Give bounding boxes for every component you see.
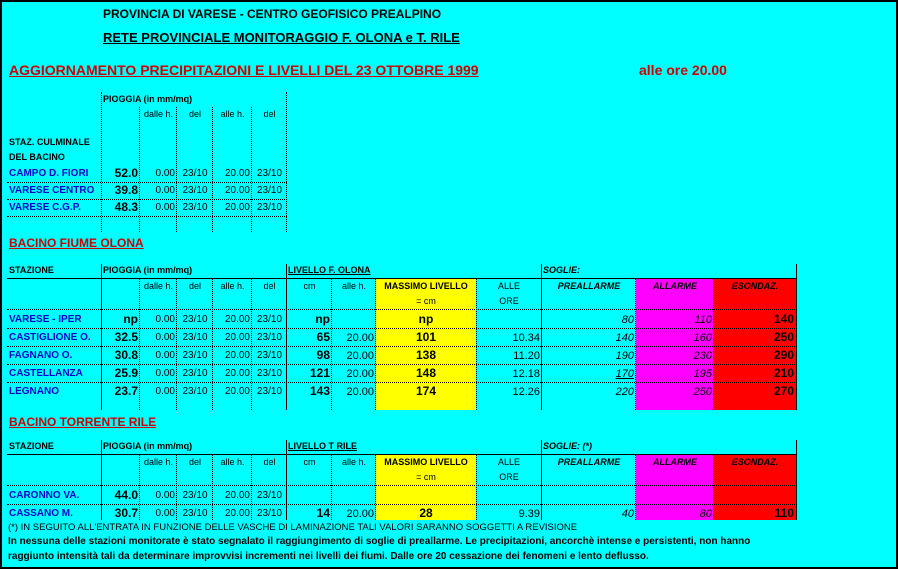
spreadsheet-sheet xyxy=(2,2,896,567)
col-del2: del xyxy=(263,281,276,291)
rile-cell-mm: 30.7 xyxy=(114,506,138,520)
grid-line xyxy=(101,440,102,520)
grid-line xyxy=(176,278,177,410)
rain-to-date: 23/10 xyxy=(256,202,283,213)
col-esondaz: ESONDAZ. xyxy=(731,457,779,467)
summary-line1: In nessuna delle stazioni monitorate è stato segnalato il raggiungimento di soglie di preallarme. Le precipitazioni, ancorchè intense e persistenti, non hanno xyxy=(8,536,751,547)
col-alle: alle h. xyxy=(220,281,245,291)
rile-cell-alle: 20.00 xyxy=(224,508,250,519)
rain-to: 20.00 xyxy=(224,168,250,179)
rain-to: 20.00 xyxy=(224,202,250,213)
grid-line xyxy=(212,107,213,232)
olona-cell-all: 250 xyxy=(693,386,712,398)
rile-cell-dalle: 0.00 xyxy=(155,490,175,501)
section-rile-title: BACINO TORRENTE RILE xyxy=(9,415,157,429)
report-time: alle ore 20.00 xyxy=(639,62,727,78)
olona-cell-ore: 10.34 xyxy=(512,332,540,344)
summary-line2: raggiunto intensità tali da determinare improvvisi incrementi nei livelli dei fiumi. Dalle ore 20 cessazione dei fenomeni e lento deflusso. xyxy=(8,551,649,562)
olona-cell-alle_h: 20.00 xyxy=(346,386,374,398)
rile-cell-pre: 40 xyxy=(621,508,634,520)
grid-line xyxy=(7,182,287,183)
rain-to: 20.00 xyxy=(224,185,250,196)
grid-line xyxy=(286,264,287,410)
grid-line xyxy=(286,92,287,232)
grid-line xyxy=(375,278,376,410)
grid-line xyxy=(251,454,252,520)
grid-line xyxy=(7,346,797,347)
rain-from: 0.00 xyxy=(155,185,175,196)
pioggia-header: PIOGGIA (in mm/mq) xyxy=(103,94,193,104)
olona-cell-ore: 12.18 xyxy=(512,368,540,380)
grid-line xyxy=(7,382,797,383)
rile-cell-del1: 23/10 xyxy=(182,490,208,501)
grid-line xyxy=(176,454,177,520)
olona-cell-ore: 12.26 xyxy=(512,386,540,398)
col-alle-ore2: ORE xyxy=(499,296,519,306)
rain-mm: 52.0 xyxy=(114,166,138,180)
olona-cell-cm: np xyxy=(315,312,330,326)
olona-cell-del2: 23/10 xyxy=(256,314,283,325)
grid-line xyxy=(176,107,177,232)
grid-line xyxy=(212,454,213,520)
col-dalle: dalle h. xyxy=(143,457,174,467)
olona-cell-alle: 20.00 xyxy=(224,314,250,325)
olona-cell-all: 160 xyxy=(693,332,712,344)
olona-cell-max: np xyxy=(418,312,434,326)
olona-cell-dalle: 0.00 xyxy=(155,350,175,361)
col-massimo: MASSIMO LIVELLO xyxy=(384,281,468,291)
rile-cell-dalle: 0.00 xyxy=(155,508,175,519)
col-alle-ore2: ORE xyxy=(499,472,519,482)
olona-cell-eso: 290 xyxy=(773,348,794,362)
olona-cell-name: CASTIGLIONE O. xyxy=(9,332,91,343)
grid-line xyxy=(251,107,252,232)
olona-cell-pre: 190 xyxy=(615,350,634,362)
grid-line xyxy=(713,454,714,520)
olona-cell-del1: 23/10 xyxy=(182,332,208,343)
rain-from: 0.00 xyxy=(155,168,175,179)
rile-cell-all: 80 xyxy=(699,508,712,520)
olona-cell-ore: 11.20 xyxy=(513,350,540,362)
col-del: del xyxy=(188,109,201,119)
col-allarme: ALLARME xyxy=(653,281,697,291)
grid-line xyxy=(7,309,797,310)
col-alle-ore: ALLE xyxy=(497,281,521,291)
olona-cell-del1: 23/10 xyxy=(182,314,208,325)
rain-mm: 39.8 xyxy=(114,183,138,197)
olona-cell-pre: 140 xyxy=(615,332,634,344)
grid-line xyxy=(7,485,797,486)
olona-cell-eso: 210 xyxy=(773,366,794,380)
grid-line xyxy=(7,364,797,365)
grid-line xyxy=(331,454,332,520)
col-dalle: dalle h. xyxy=(143,281,174,291)
grid-line xyxy=(476,454,477,520)
grid-line xyxy=(541,264,542,410)
grid-line xyxy=(7,328,797,329)
rile-cell-name: CARONNO VA. xyxy=(9,490,80,501)
rain-from-date: 23/10 xyxy=(182,168,208,179)
rain-to-date: 23/10 xyxy=(256,185,283,196)
grid-line xyxy=(635,454,636,520)
olona-cell-mm: 30.8 xyxy=(114,348,138,362)
grid-line xyxy=(796,264,797,410)
olona-cell-alle: 20.00 xyxy=(224,386,250,397)
rile-cell-eso: 110 xyxy=(774,506,794,520)
col-dalle: dalle h. xyxy=(143,109,174,119)
olona-cell-del2: 23/10 xyxy=(256,368,283,379)
olona-cell-alle_h: 20.00 xyxy=(346,368,374,380)
rile-cell-mm: 44.0 xyxy=(114,488,138,502)
col-massimo-unit: = cm xyxy=(416,472,436,482)
grid-line xyxy=(101,92,102,232)
page-title: AGGIORNAMENTO PRECIPITAZIONI E LIVELLI DEL 23 OTTOBRE 1999 xyxy=(9,62,479,78)
rain-from-date: 23/10 xyxy=(182,202,208,213)
col-preallarme: PREALLARME xyxy=(557,281,621,291)
col-cm: cm xyxy=(303,281,316,291)
olona-cell-eso: 270 xyxy=(773,384,794,398)
station-name: VARESE CENTRO xyxy=(9,185,95,196)
col-alle-h: alle h. xyxy=(341,457,367,467)
station-name: CAMPO D. FIORI xyxy=(9,168,89,179)
olona-cell-alle: 20.00 xyxy=(224,368,250,379)
olona-cell-del2: 23/10 xyxy=(256,386,283,397)
col-cm: cm xyxy=(303,457,316,467)
col-alle-ore: ALLE xyxy=(497,457,521,467)
livello-header: LIVELLO F. OLONA xyxy=(288,265,371,275)
station-name: VARESE C.G.P. xyxy=(9,202,81,213)
col-alle-h: alle h. xyxy=(341,281,367,291)
soglie-header: SOGLIE: (*) xyxy=(543,441,592,451)
olona-cell-eso: 140 xyxy=(773,312,794,326)
col-del2: del xyxy=(263,109,276,119)
col-esondaz: ESONDAZ. xyxy=(731,281,779,291)
olona-cell-cm: 121 xyxy=(309,366,330,380)
olona-cell-del1: 23/10 xyxy=(182,350,208,361)
grid-line xyxy=(713,278,714,410)
olona-cell-name: VARESE - IPER xyxy=(9,314,82,325)
grid-line xyxy=(286,440,287,520)
olona-cell-dalle: 0.00 xyxy=(155,368,175,379)
grid-line xyxy=(7,199,287,200)
grid-line xyxy=(635,278,636,410)
col-preallarme: PREALLARME xyxy=(557,457,621,467)
rile-cell-max: 28 xyxy=(419,506,433,520)
grid-line xyxy=(101,264,102,410)
grid-line xyxy=(139,454,140,520)
olona-cell-name: CASTELLANZA xyxy=(9,368,83,379)
rile-cell-alle: 20.00 xyxy=(224,490,250,501)
olona-cell-alle: 20.00 xyxy=(224,350,250,361)
pioggia-header: PIOGGIA (in mm/mq) xyxy=(103,441,193,451)
grid-line xyxy=(796,440,797,520)
grid-line xyxy=(7,216,287,217)
grid-line xyxy=(541,440,542,520)
olona-cell-del2: 23/10 xyxy=(256,332,283,343)
olona-cell-alle_h: 20.00 xyxy=(346,350,374,362)
rain-from: 0.00 xyxy=(155,202,175,213)
olona-cell-eso: 250 xyxy=(773,330,794,344)
grid-line xyxy=(212,278,213,410)
olona-cell-del1: 23/10 xyxy=(182,386,208,397)
stazione-header: STAZIONE xyxy=(9,265,54,275)
footnote: (*) IN SEGUITO ALL'ENTRATA IN FUNZIONE DELLE VASCHE DI LAMINAZIONE TALI VALORI SARANNO SOGGETTI A REVISIONE xyxy=(8,522,578,533)
soglie-header: SOGLIE: xyxy=(543,265,581,275)
rile-cell-alle_h: 20.00 xyxy=(346,508,374,520)
olona-cell-pre: 220 xyxy=(615,386,634,398)
olona-cell-dalle: 0.00 xyxy=(155,314,175,325)
olona-cell-pre: 170 xyxy=(615,368,634,380)
grid-line xyxy=(331,278,332,410)
olona-cell-alle: 20.00 xyxy=(224,332,250,343)
col-allarme: ALLARME xyxy=(653,457,697,467)
olona-cell-all: 195 xyxy=(693,368,712,380)
staz-culminale-label: STAZ. CULMINALE xyxy=(9,137,90,147)
col-del: del xyxy=(188,281,201,291)
olona-cell-alle_h: 20.00 xyxy=(346,332,374,344)
olona-cell-name: LEGNANO xyxy=(9,386,59,397)
grid-line xyxy=(139,278,140,410)
olona-cell-mm: 25.9 xyxy=(114,366,138,380)
rile-cell-del1: 23/10 xyxy=(182,508,208,519)
olona-cell-mm: 32.5 xyxy=(114,330,138,344)
olona-cell-cm: 143 xyxy=(309,384,330,398)
olona-cell-name: FAGNANO O. xyxy=(9,350,73,361)
rain-from-date: 23/10 xyxy=(182,185,208,196)
rile-cell-name: CASSANO M. xyxy=(9,508,73,519)
olona-cell-dalle: 0.00 xyxy=(155,386,175,397)
col-alle: alle h. xyxy=(220,457,245,467)
rile-cell-del2: 23/10 xyxy=(256,508,283,519)
grid-line xyxy=(139,107,140,232)
col-del2: del xyxy=(263,457,276,467)
olona-cell-max: 148 xyxy=(415,366,437,380)
rile-cell-del2: 23/10 xyxy=(256,490,283,501)
olona-cell-pre: 80 xyxy=(621,314,634,326)
olona-cell-max: 138 xyxy=(415,348,437,362)
rain-to-date: 23/10 xyxy=(256,168,283,179)
del-bacino-label: DEL BACINO xyxy=(9,152,65,162)
olona-cell-del2: 23/10 xyxy=(256,350,283,361)
grid-line xyxy=(476,278,477,410)
grid-line xyxy=(375,454,376,520)
olona-cell-max: 101 xyxy=(415,330,437,344)
stazione-header: STAZIONE xyxy=(9,441,54,451)
olona-cell-cm: 65 xyxy=(316,330,330,344)
col-del: del xyxy=(188,457,201,467)
rain-mm: 48.3 xyxy=(114,200,138,214)
grid-line xyxy=(7,504,797,505)
olona-cell-mm: np xyxy=(123,312,138,326)
olona-cell-max: 174 xyxy=(415,384,437,398)
pioggia-header: PIOGGIA (in mm/mq) xyxy=(103,265,193,275)
grid-line xyxy=(251,278,252,410)
col-massimo: MASSIMO LIVELLO xyxy=(384,457,468,467)
grid-line xyxy=(7,278,797,279)
olona-cell-cm: 98 xyxy=(316,348,330,362)
header-line2: RETE PROVINCIALE MONITORAGGIO F. OLONA e T. RILE xyxy=(103,30,460,45)
section-olona-title: BACINO FIUME OLONA xyxy=(9,236,144,250)
grid-line xyxy=(7,454,797,455)
livello-header: LIVELLO T RILE xyxy=(288,441,357,451)
olona-cell-dalle: 0.00 xyxy=(155,332,175,343)
olona-cell-all: 110 xyxy=(694,314,712,326)
olona-cell-all: 230 xyxy=(693,350,712,362)
col-massimo-unit: = cm xyxy=(416,296,436,306)
olona-cell-mm: 23.7 xyxy=(114,384,138,398)
col-alle: alle h. xyxy=(220,109,245,119)
rile-cell-cm: 14 xyxy=(316,506,330,520)
rile-cell-ore: 9.39 xyxy=(518,508,540,520)
olona-cell-del1: 23/10 xyxy=(182,368,208,379)
header-line1: PROVINCIA DI VARESE - CENTRO GEOFISICO PREALPINO xyxy=(103,7,442,21)
